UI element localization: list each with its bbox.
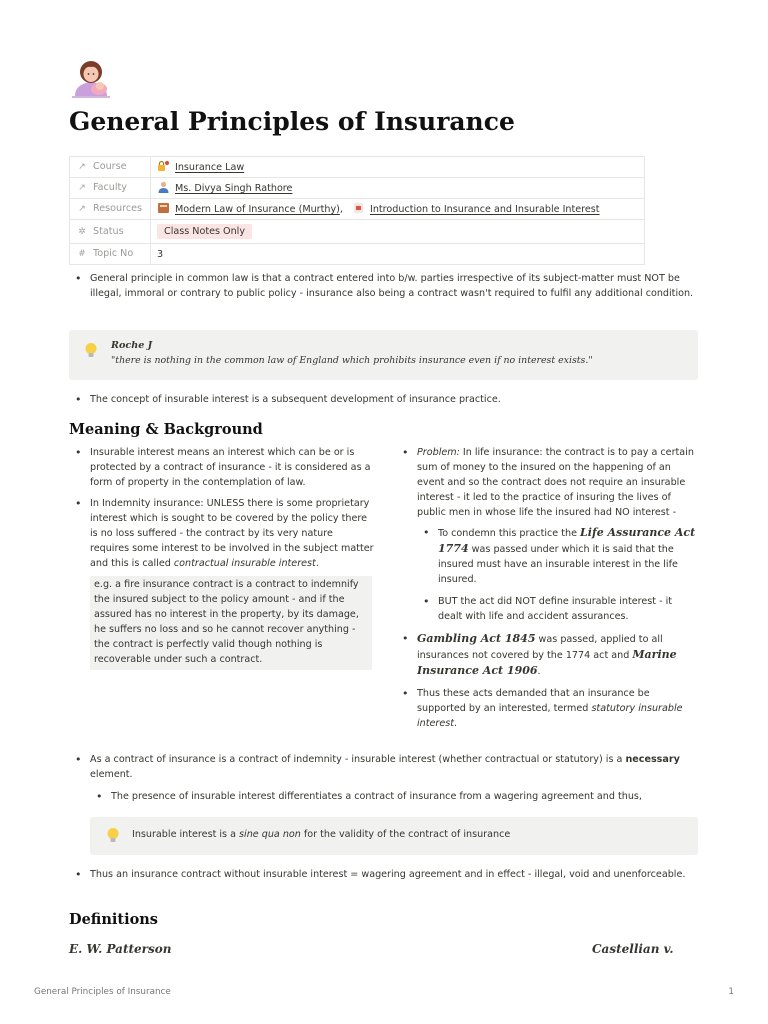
callout-quote: "there is nothing in the common law of England which prohibits insurance even if no interest exists." bbox=[111, 355, 593, 366]
lock-key-icon bbox=[157, 160, 170, 172]
indemnity-list-2 bbox=[69, 867, 699, 882]
status-key: Status bbox=[93, 225, 124, 237]
property-row-course bbox=[70, 157, 645, 178]
definition-author-right: Castellian v. bbox=[592, 942, 674, 956]
text-span: . bbox=[537, 666, 541, 677]
text-span: element. bbox=[90, 769, 133, 780]
relation-arrow-icon: ↗ bbox=[78, 162, 86, 172]
italic-term: contractual insurable interest bbox=[173, 558, 316, 569]
intro-list bbox=[69, 271, 699, 301]
italic-term: sine qua non bbox=[239, 829, 301, 840]
resource-link-1[interactable]: Modern Law of Insurance (Murthy) bbox=[175, 203, 340, 215]
page-title: General Principles of Insurance bbox=[69, 107, 515, 136]
property-row-resources bbox=[70, 199, 645, 220]
resources-key: Resources bbox=[93, 203, 142, 214]
relation-arrow-icon: ↗ bbox=[78, 204, 86, 214]
list-item bbox=[69, 752, 699, 804]
section-heading-definitions: Definitions bbox=[69, 911, 158, 928]
woman-with-baby-icon bbox=[69, 60, 113, 98]
text-span: As a contract of insurance is a contract of indemnity - insurable interest (whether contractual or statutory) is a bbox=[90, 754, 626, 765]
section-heading-meaning: Meaning & Background bbox=[69, 421, 263, 438]
indemnity-list bbox=[69, 752, 699, 804]
list-item bbox=[417, 525, 698, 587]
list-item bbox=[396, 631, 698, 679]
topic-number: 3 bbox=[157, 248, 164, 260]
list-item bbox=[396, 686, 698, 731]
text-span: was passed under which it is said that the insured must have an insurable interest in the life insured. bbox=[438, 544, 678, 585]
act-name: Life Assurance Act 1774 bbox=[438, 526, 696, 555]
act-name: Marine Insurance Act 1906 bbox=[417, 648, 677, 677]
property-row-status bbox=[70, 220, 645, 244]
list-item: • Insurable interest means an interest which can be or is protected by a contract of insurance - it is considered as a form of property in the contemplation of law. bbox=[69, 445, 374, 490]
footer-title: General Principles of Insurance bbox=[34, 987, 171, 997]
status-icon: ✲ bbox=[78, 226, 86, 237]
text-span: Insurable interest is a bbox=[132, 829, 240, 840]
text-span: Thus these acts demanded that an insurance be supported by an interested, termed bbox=[417, 688, 650, 714]
resource-link-2[interactable]: Introduction to Insurance and Insurable Interest bbox=[370, 203, 600, 215]
problem-label: Problem: bbox=[417, 447, 460, 458]
list-item: • General principle in common law is that a contract entered into b/w. parties irrespective of its subject-matter must NOT be illegal, immoral or contrary to public policy - insurance also being a contract wasn't required to fulfil any additional condition. bbox=[69, 271, 699, 301]
example-note: e.g. a fire insurance contract is a contract to indemnify the insured subject to the policy amount - and if the assured has no interest in the property, by its damage, he suffers no loss and so he cannot recover anything - the contract is perfectly valid though nothing is recoverable under such a contract. bbox=[90, 576, 372, 670]
list-item: • Thus an insurance contract without insurable interest = wagering agreement and in effect - illegal, void and unenforceable. bbox=[69, 867, 699, 882]
property-row-faculty bbox=[70, 178, 645, 199]
list-item: • The presence of insurable interest differentiates a contract of insurance from a wagering agreement and thus, bbox=[90, 789, 699, 804]
text-span: . bbox=[454, 718, 458, 729]
bold-term: necessary bbox=[625, 754, 680, 765]
status-badge[interactable]: Class Notes Only bbox=[157, 224, 252, 239]
course-link[interactable]: Insurance Law bbox=[175, 161, 245, 173]
meaning-right-column bbox=[396, 445, 698, 731]
faculty-link[interactable]: Ms. Divya Singh Rathore bbox=[175, 182, 293, 194]
topic-key: Topic No bbox=[93, 248, 134, 259]
list-item: • BUT the act did NOT define insurable interest - it dealt with life and accident assurances. bbox=[417, 594, 698, 624]
relation-arrow-icon: ↗ bbox=[78, 183, 86, 193]
text-span: for the validity of the contract of insurance bbox=[300, 829, 511, 840]
definition-author-left: E. W. Patterson bbox=[69, 942, 172, 956]
person-icon bbox=[157, 181, 170, 193]
act-name: Gambling Act 1845 bbox=[417, 632, 536, 645]
footer-page-number: 1 bbox=[728, 987, 734, 997]
properties-table bbox=[69, 156, 645, 265]
text-span: was passed, applied to all insurances not covered by the 1774 act and bbox=[417, 634, 663, 661]
quote-callout bbox=[69, 330, 698, 380]
lightbulb-icon bbox=[106, 827, 120, 845]
text-span: In life insurance: the contract is to pay a certain sum of money to the insured on the happening of an event and so the contract does not require an insurable interest - it led to the practice of insuring the lives of public men in whose life the insured had NO interest - bbox=[417, 447, 694, 518]
lightbulb-icon bbox=[84, 342, 98, 360]
faculty-key: Faculty bbox=[93, 182, 127, 193]
list-item bbox=[69, 496, 374, 571]
list-item bbox=[396, 445, 698, 624]
text-span: To condemn this practice the bbox=[438, 528, 581, 539]
callout-author: Roche J bbox=[111, 340, 153, 351]
resource-separator: , bbox=[339, 203, 343, 215]
property-row-topic bbox=[70, 244, 645, 265]
sine-qua-non-callout bbox=[90, 817, 698, 855]
text-span: . bbox=[315, 558, 319, 569]
list-item: • The concept of insurable interest is a subsequent development of insurance practice. bbox=[69, 392, 699, 407]
number-icon: # bbox=[78, 249, 86, 259]
meaning-left-column bbox=[69, 445, 374, 670]
intro-list-2 bbox=[69, 392, 699, 407]
books-icon bbox=[157, 202, 170, 214]
text-span: In Indemnity insurance: UNLESS there is some proprietary interest which is sought to be covered by the policy there is no loss suffered - the contract by its very nature requires some interest to be involved in the subject matter and this is called bbox=[90, 498, 374, 569]
italic-term: statutory insurable interest bbox=[417, 703, 683, 729]
document-icon bbox=[352, 202, 365, 214]
course-key: Course bbox=[93, 161, 127, 172]
